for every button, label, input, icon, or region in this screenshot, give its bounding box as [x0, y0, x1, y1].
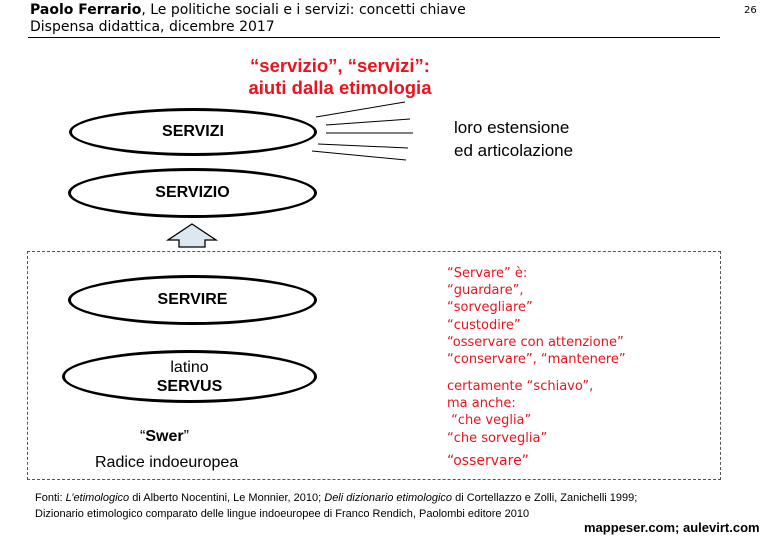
servare-line: “guardare”, — [447, 283, 524, 299]
servare-definitions — [447, 265, 626, 368]
sources-book1: L’etimologico — [65, 492, 130, 504]
swer-open-quote: “ — [140, 428, 146, 445]
sources-prefix: Fonti: — [35, 492, 66, 504]
fan-lines — [300, 100, 420, 165]
servare-line: “osservare con attenzione” — [447, 334, 624, 350]
document-subtitle: Dispensa didattica, dicembre 2017 — [30, 19, 275, 35]
sources-line1 — [35, 490, 637, 506]
sources-line2: Dizionario etimologico comparato delle lingue indoeuropee di Franco Rendich, Paolombi editore 2010 — [35, 508, 530, 520]
up-arrow-icon — [166, 222, 220, 248]
slide-title-line2: aiuti dalla etimologia — [248, 77, 432, 98]
node-servire — [68, 275, 317, 325]
servare-line: “sorvegliare” — [447, 300, 533, 316]
node-servus-latino: latino — [170, 358, 209, 376]
schiavo-definitions — [447, 378, 593, 447]
node-servizio — [68, 168, 317, 218]
sources-mid2: di Cortellazzo e Zolli, Zanichelli 1999; — [452, 492, 638, 504]
site-link[interactable]: mappeser.com; aulevirt.com — [584, 520, 760, 535]
fan-line — [326, 119, 410, 125]
node-servus — [62, 350, 317, 403]
servare-line: “conservare”, “mantenere” — [447, 352, 626, 368]
document-title: , Le politiche sociali e i servizi: concetti chiave — [141, 2, 466, 18]
node-servus-label: SERVUS — [156, 377, 223, 395]
schiavo-line: certamente “schiavo”, — [447, 379, 594, 394]
swer-root — [140, 428, 189, 446]
osservare-text: “osservare” — [447, 453, 529, 469]
swer-label: Radice indoeuropea — [95, 454, 239, 471]
schiavo-line: “che sorveglia” — [447, 430, 548, 446]
author-name: Paolo Ferrario — [30, 2, 142, 18]
node-servire-label: SERVIRE — [157, 291, 228, 308]
sources-footnote — [35, 490, 637, 522]
header-title — [30, 2, 466, 19]
extension-line1: loro estensione — [454, 118, 570, 137]
swer-close-quote: ” — [183, 428, 189, 445]
node-servizi — [69, 108, 317, 156]
sources-mid1: di Alberto Nocentini, Le Monnier, 2010; — [129, 492, 325, 504]
node-servizi-label: SERVIZI — [162, 123, 224, 140]
page-number: 26 — [744, 5, 757, 16]
swer-word: Swer — [145, 428, 184, 445]
fan-line — [318, 144, 408, 148]
slide-title-line1: “servizio”, “servizi”: — [250, 55, 430, 76]
fan-line — [316, 102, 405, 117]
schiavo-line: ma anche: — [447, 396, 516, 412]
extension-line2: ed articolazione — [454, 141, 574, 160]
fan-line — [312, 151, 406, 160]
sources-book2: Deli dizionario etimologico — [324, 492, 453, 504]
header-divider — [28, 37, 720, 38]
extension-text — [454, 116, 573, 162]
slide-title — [190, 55, 490, 99]
servare-line: “Servare” è: — [447, 266, 528, 281]
servare-line: “custodire” — [447, 317, 521, 333]
schiavo-line: “che veglia” — [447, 413, 532, 429]
node-servizio-label: SERVIZIO — [155, 184, 230, 201]
